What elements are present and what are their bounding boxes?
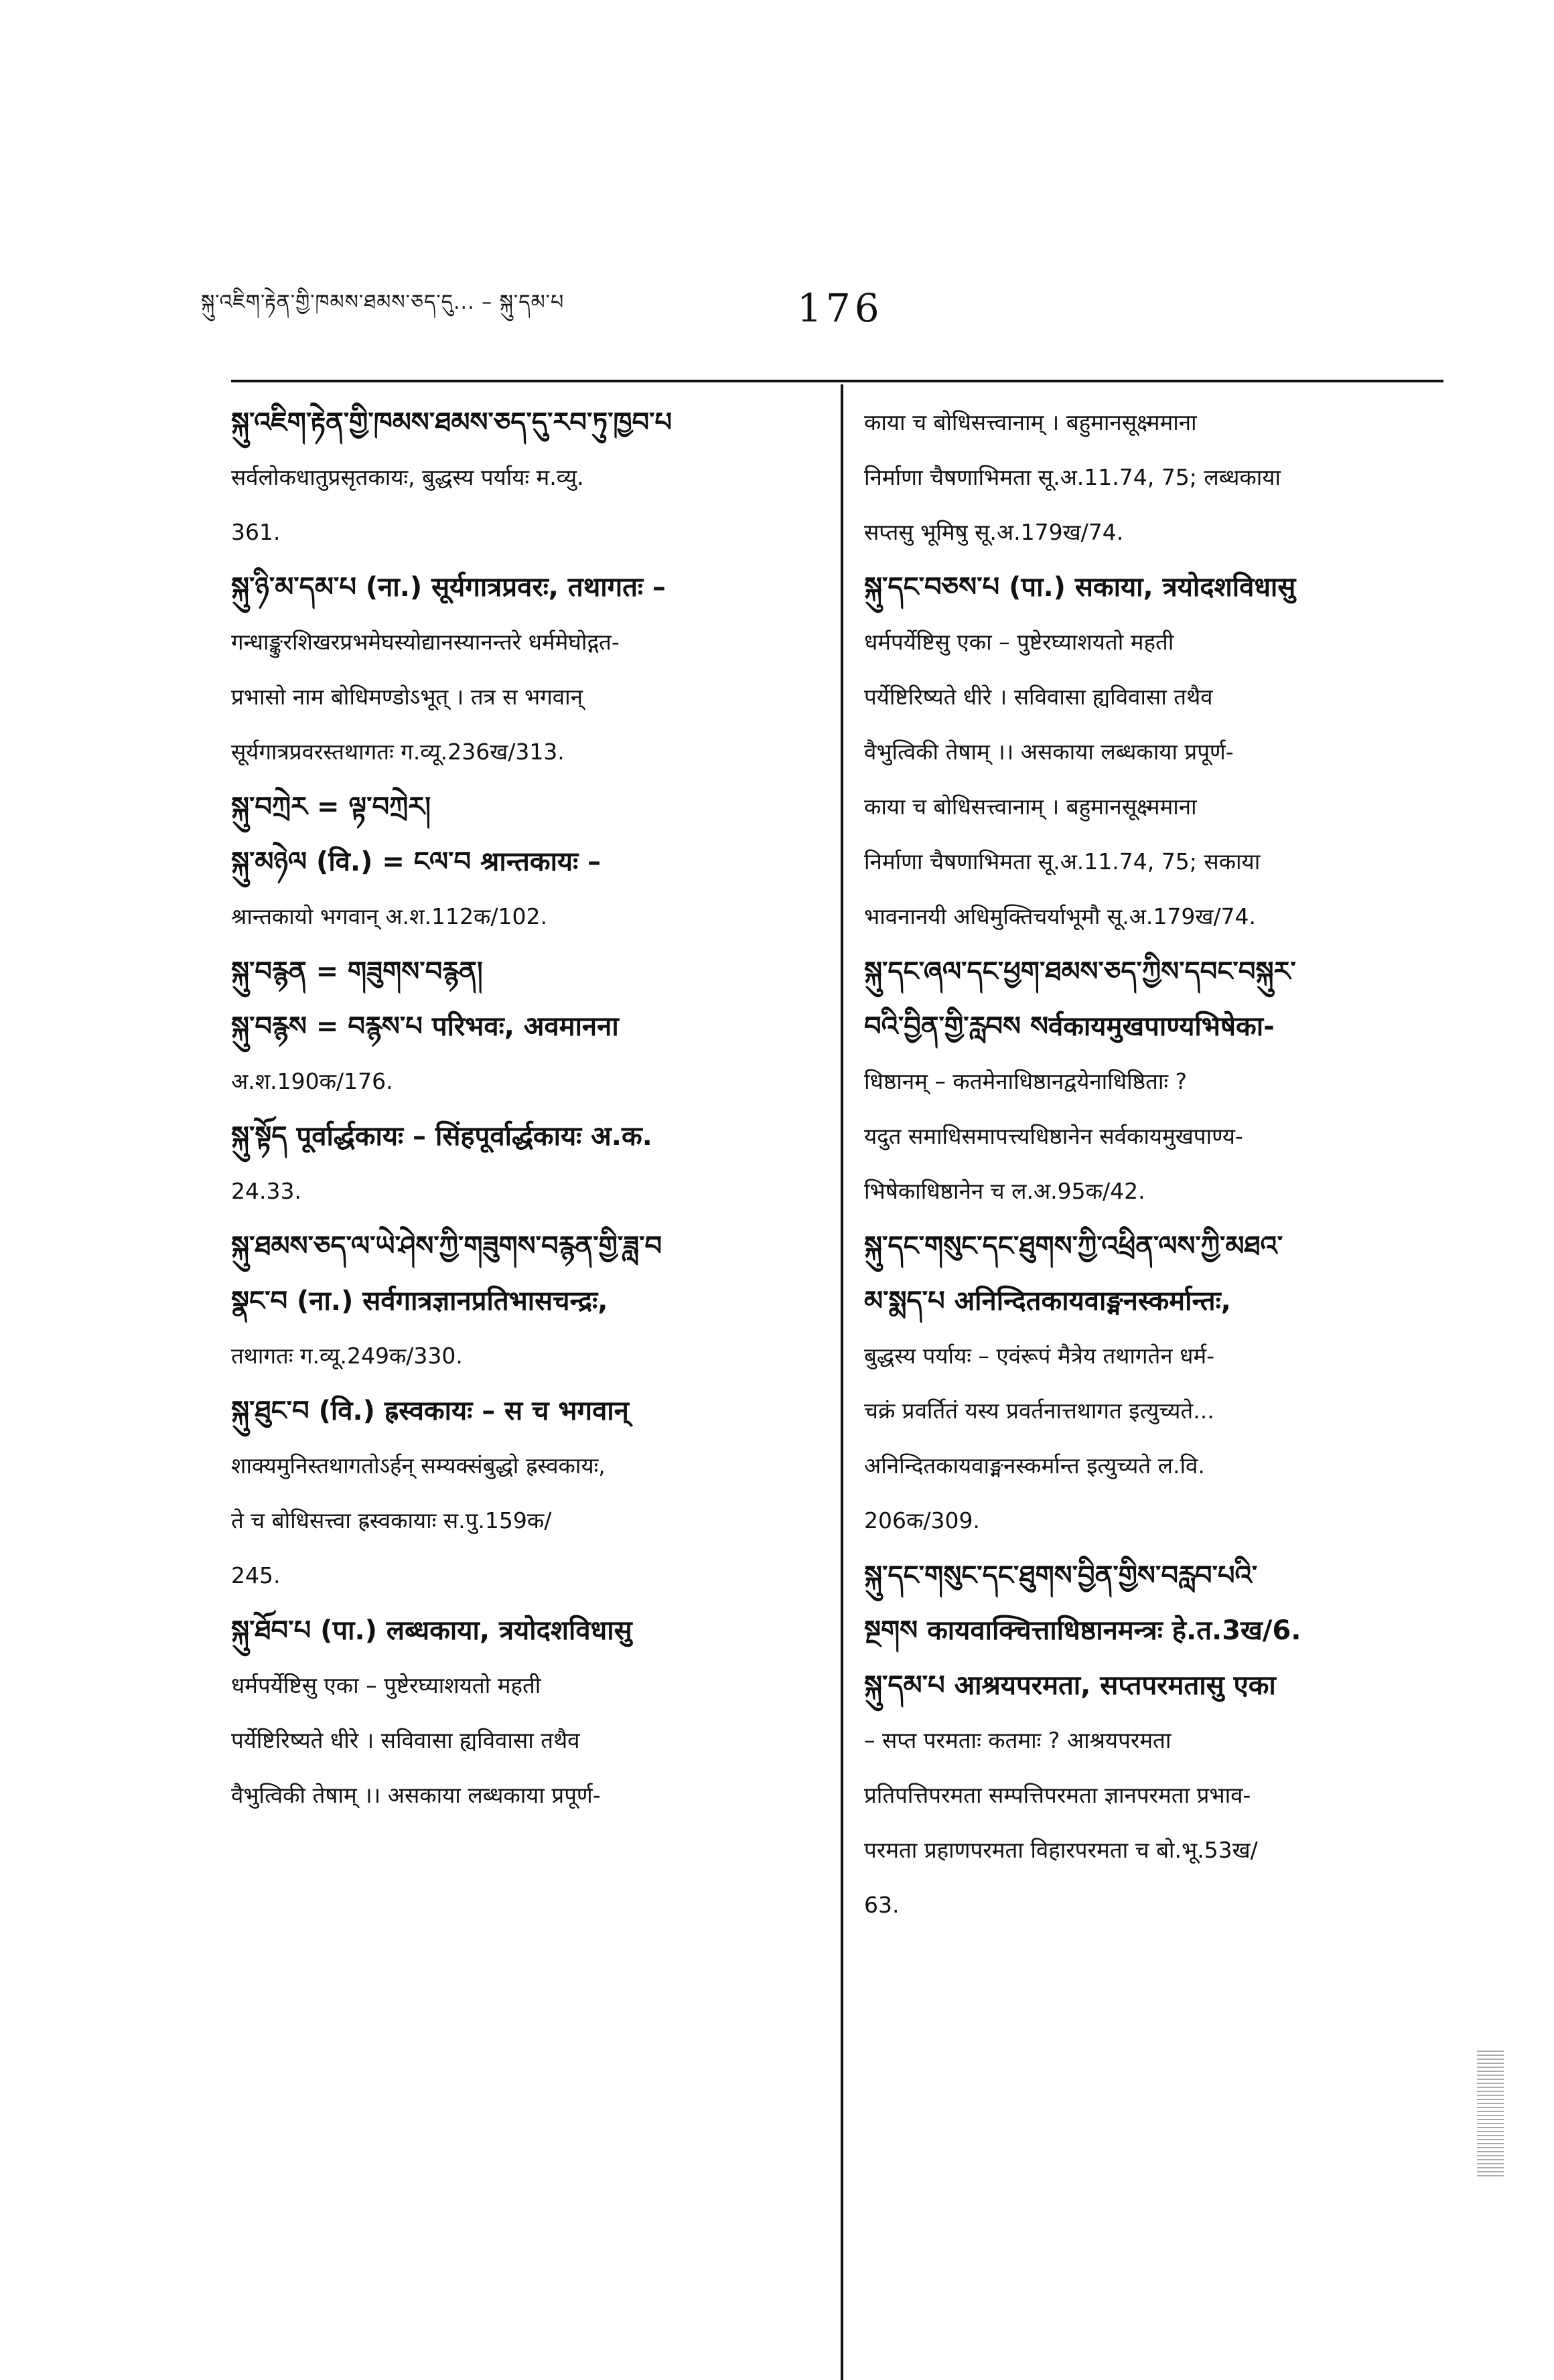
entry-headword: སྐུ་དང་གསུང་དང་ཐུགས་བྱིན་གྱིས་བརླབ་པའི་	[864, 1560, 1258, 1591]
entry-headword: སྔགས कायवाक्चित्ताधिष्ठानमन्त्रः हे.त.3ख/6.	[864, 1615, 1301, 1646]
entry-line: धर्मपर्येष्टिसु एका – पुष्टेरघ्याशयतो महती	[864, 629, 1174, 655]
entry-line: निर्माणा चैषणाभिमता सू.अ.11.74, 75; लब्धकाया	[864, 464, 1281, 490]
left-column	[231, 395, 821, 1823]
entry-line: शाक्यमुनिस्तथागतोऽर्हन् सम्यक्संबुद्धो ह्रस्वकायः,	[231, 1453, 606, 1479]
entry-line: पर्येष्टिरिष्यते धीरे । सविवासा ह्यविवासा तथैव	[231, 1727, 580, 1753]
entry-line: 63.	[864, 1892, 900, 1918]
entry-headword: སྐུ་ཉི་མ་དམ་པ (ना.) सूर्यगात्रप्रवरः, तथागतः –	[231, 572, 666, 603]
entry-line: ते च बोधिसत्त्वा ह्रस्वकायाः स.पु.159क/	[231, 1507, 552, 1534]
entry-line: अ.श.190क/176.	[231, 1068, 393, 1094]
scan-margin-speckle	[1477, 2049, 1504, 2176]
entry-line: प्रभासो नाम बोधिमण्डोऽभूत् । तत्र स भगवान्	[231, 684, 583, 710]
entry-headword: སྣང་བ (ना.) सर्वगात्रज्ञानप्रतिभासचन्द्रः,	[231, 1286, 608, 1317]
entry-line: प्रतिपत्तिपरमता सम्पत्तिपरमता ज्ञानपरमता प्रभाव-	[864, 1782, 1251, 1808]
running-header-text: སྐུ་འཇིག་རྟེན་གྱི་ཁམས་ཐམས་ཅད་དུ... – སྐུ་དམ་པ	[201, 291, 565, 314]
page-number: 176	[797, 285, 884, 331]
entry-line: 361.	[231, 519, 281, 545]
entry-line: 24.33.	[231, 1178, 301, 1204]
entry-headword: སྐུ་དམ་པ आश्रयपरमता, सप्तपरमतासु एका	[864, 1670, 1276, 1701]
entry-line: सूर्यगात्रप्रवरस्तथागतः ग.व्यू.236ख/313.	[231, 739, 565, 765]
entry-headword: མ་སྨད་པ अनिन्दितकायवाङ्मनस्कर्मान्तः,	[864, 1286, 1231, 1317]
entry-line: वैभुत्विकी तेषाम् ।। असकाया लब्धकाया प्रपूर्ण-	[231, 1782, 601, 1808]
entry-headword: སྐུ་ཐོབ་པ (पा.) लब्धकाया, त्रयोदशविधासु	[231, 1615, 632, 1646]
entry-line: 245.	[231, 1562, 281, 1588]
entry-line: भावनानयी अधिमुक्तिचर्याभूमौ सू.अ.179ख/74.	[864, 903, 1256, 929]
entry-line: काया च बोधिसत्त्वानाम् । बहुमानसूक्ष्ममाना	[864, 794, 1197, 820]
entry-line: – सप्त परमताः कतमाः ? आश्रयपरमता	[864, 1727, 1172, 1753]
entry-line: अनिन्दितकायवाङ्मनस्कर्मान्त इत्युच्यते ल.वि.	[864, 1453, 1205, 1479]
entry-line: बुद्धस्य पर्यायः – एवंरूपं मैत्रेय तथागतेन धर्म-	[864, 1343, 1215, 1369]
entry-headword: སྐུ་མཉེལ (वि.) = ངལ་བ श्रान्तकायः –	[231, 846, 602, 877]
entry-line: गन्धाङ्कुरशिखरप्रभमेघस्योद्यानस्यानन्तरे धर्ममेघोद्गत-	[231, 629, 620, 655]
entry-line: भिषेकाधिष्ठानेन च ल.अ.95क/42.	[864, 1178, 1145, 1204]
entry-line: सर्वलोकधातुप्रसृतकायः, बुद्धस्य पर्यायः म.व्यु.	[231, 464, 584, 490]
entry-headword: སྐུ་བརྙས = བརྙས་པ परिभवः, अवमानना	[231, 1011, 619, 1042]
right-column	[864, 395, 1447, 1933]
entry-line: वैभुत्विकी तेषाम् ।। असकाया लब्धकाया प्रपूर्ण-	[864, 739, 1234, 765]
entry-line: धिष्ठानम् – कतमेनाधिष्ठानद्वयेनाधिष्ठिताः ?	[864, 1068, 1188, 1094]
entry-headword: བའི་བྱིན་གྱི་རླབས སर्वकायमुखपाण्यभिषेका-	[864, 1011, 1275, 1042]
entry-headword: སྐུ་འཇིག་རྟེན་གྱི་ཁམས་ཐམས་ཅད་དུ་རབ་ཏུ་ཁྱབ་པ	[231, 407, 673, 438]
entry-line: काया च बोधिसत्त्वानाम् । बहुमानसूक्ष्ममाना	[864, 409, 1197, 435]
entry-headword: སྐུ་དང་བཅས་པ (पा.) सकाया, त्रयोदशविधासु	[864, 572, 1296, 603]
entry-line: यदुत समाधिसमापत्त्यधिष्ठानेन सर्वकायमुखपाण्य-	[864, 1123, 1243, 1149]
running-header	[201, 281, 884, 335]
entry-line: चक्रं प्रवर्तितं यस्य प्रवर्तनात्तथागत इत्युच्यते...	[864, 1398, 1214, 1424]
entry-line: श्रान्तकायो भगवान् अ.श.112क/102.	[231, 903, 547, 929]
entry-line: 206क/309.	[864, 1507, 980, 1534]
entry-line: निर्माणा चैषणाभिमता सू.अ.11.74, 75; सकाया	[864, 848, 1261, 875]
entry-headword: སྐུ་དང་གསུང་དང་ཐུགས་ཀྱི་འཕྲིན་ལས་ཀྱི་མཐའ་	[864, 1231, 1283, 1262]
entry-headword: སྐུ་དང་ཞལ་དང་ཕྱག་ཐམས་ཅད་ཀྱིས་དབང་བསྐུར་	[864, 956, 1296, 987]
entry-line: तथागतः ग.व्यू.249क/330.	[231, 1343, 463, 1369]
entry-headword: སྐུ་བཀྲེར = ལྟ་བཀྲེར།	[231, 792, 431, 822]
entry-line: सप्तसु भूमिषु सू.अ.179ख/74.	[864, 519, 1124, 545]
header-rule	[231, 380, 1443, 382]
entry-headword: སྐུ་ཐམས་ཅད་ལ་ཡེ་ཤེས་ཀྱི་གཟུགས་བརྙན་གྱི་ཟླ་བ	[231, 1231, 662, 1262]
entry-line: परमता प्रहाणपरमता विहारपरमता च बो.भू.53ख/	[864, 1837, 1258, 1863]
entry-headword: སྐུ་སྟོད पूर्वार्द्धकायः – सिंहपूर्वार्द्धकायः अ.क.	[231, 1121, 652, 1152]
entry-headword: སྐུ་བརྙན = གཟུགས་བརྙན།	[231, 956, 483, 987]
entry-headword: སྐུ་ཐུང་བ (वि.) ह्रस्वकायः – स च भगवान्	[231, 1396, 629, 1426]
column-divider	[841, 384, 843, 2380]
entry-line: धर्मपर्येष्टिसु एका – पुष्टेरघ्याशयतो महती	[231, 1672, 541, 1698]
entry-line: पर्येष्टिरिष्यते धीरे । सविवासा ह्यविवासा तथैव	[864, 684, 1213, 710]
